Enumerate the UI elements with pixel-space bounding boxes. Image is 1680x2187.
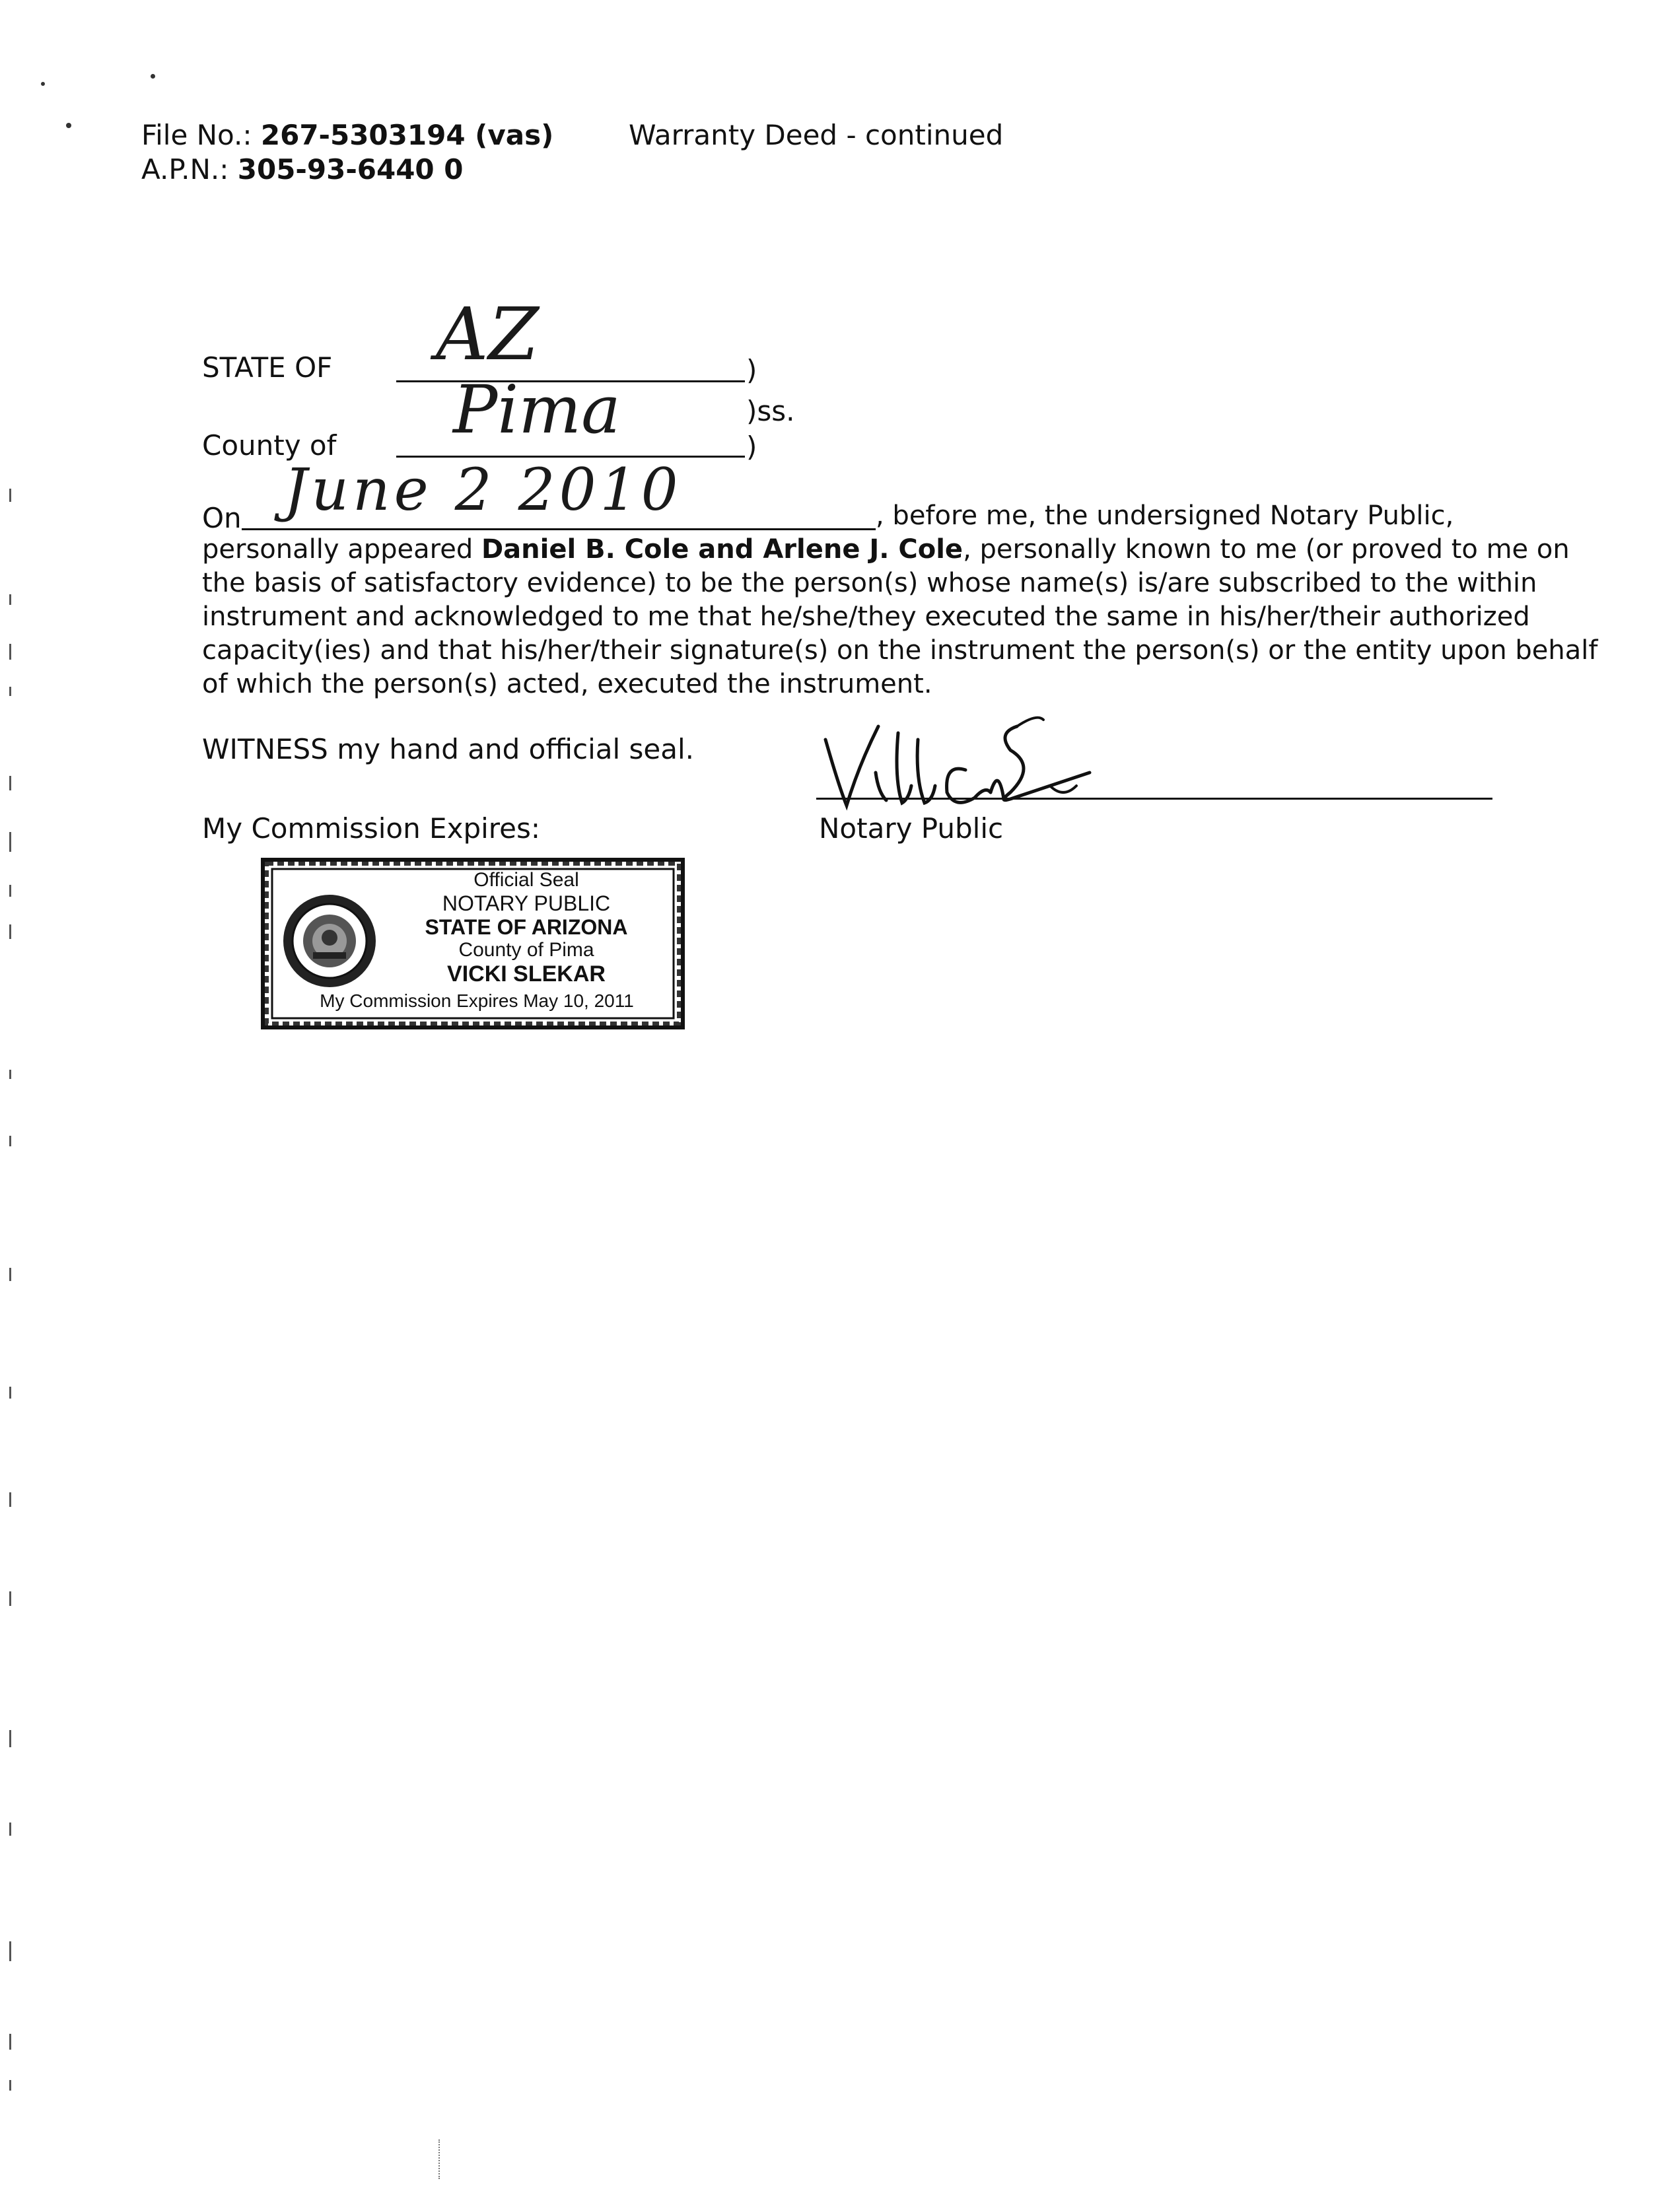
- witness-statement: WITNESS my hand and official seal.: [202, 733, 694, 765]
- scan-margin-mark: [9, 1492, 11, 1507]
- commission-expires-label: My Commission Expires:: [202, 812, 540, 845]
- state-label: STATE OF: [202, 351, 333, 384]
- appeared-text: personally appeared: [202, 534, 481, 565]
- date-handwritten-value: June 2 2010: [284, 456, 682, 524]
- stamp-commission-expires: My Commission Expires May 10, 2011: [320, 990, 634, 1011]
- scan-margin-mark: [9, 1268, 11, 1281]
- notary-public-label: Notary Public: [819, 812, 1004, 845]
- scan-margin-mark: [9, 644, 11, 660]
- acknowledgment-line-6: of which the person(s) acted, executed the instrument.: [202, 669, 932, 699]
- state-paren: ): [746, 354, 757, 386]
- arizona-state-seal: [280, 891, 379, 990]
- on-label: On: [202, 502, 242, 534]
- apn-value: 305-93-6440 0: [237, 153, 464, 186]
- stamp-notary-name: VICKI SLEKAR: [447, 961, 606, 987]
- scan-margin-mark: [9, 1941, 11, 1961]
- scan-margin-mark: [9, 1070, 11, 1079]
- acknowledgment-line-3: the basis of satisfactory evidence) to be the person(s) whose name(s) is/are subscribed to the within: [202, 568, 1537, 598]
- stamp-official-seal: Official Seal: [473, 869, 579, 891]
- state-handwritten-value: AZ: [436, 292, 539, 376]
- notary-signature-line: [816, 798, 1492, 800]
- scan-margin-mark: [9, 776, 11, 790]
- document-title: Warranty Deed - continued: [629, 119, 1004, 151]
- acknowledgment-line-1-text: , before me, the undersigned Notary Public,: [876, 501, 1454, 531]
- scan-margin-mark: [9, 1822, 11, 1836]
- ss-mark: )ss.: [746, 395, 795, 427]
- file-number-label: File No.:: [141, 119, 252, 151]
- scan-margin-mark: [9, 1387, 11, 1399]
- scan-margin-mark: [9, 832, 11, 852]
- scan-margin-mark: [9, 885, 11, 897]
- stamp-text-block: [371, 869, 682, 987]
- scan-margin-mark: [9, 924, 11, 939]
- scan-margin-mark: [9, 1136, 11, 1146]
- file-number-line: [141, 119, 553, 152]
- scan-bottom-mark: [438, 2139, 441, 2179]
- acknowledgment-line-1: [202, 499, 1615, 533]
- county-handwritten-value: Pima: [453, 371, 621, 448]
- scan-speck: [66, 123, 71, 128]
- acknowledgment-line-4: instrument and acknowledged to me that he/she/they executed the same in his/her/their authorized: [202, 602, 1530, 632]
- scan-margin-mark: [9, 687, 11, 696]
- acknowledgment-line-2: [202, 533, 1615, 567]
- known-text: , personally known to me (or proved to me on: [963, 534, 1570, 565]
- persons-names: Daniel B. Cole and Arlene J. Cole: [481, 534, 963, 565]
- apn-label: A.P.N.:: [141, 153, 229, 186]
- scan-margin-mark: [9, 1591, 11, 1606]
- scan-margin-mark: [9, 489, 11, 502]
- acknowledgment-paragraph: [202, 499, 1615, 701]
- scan-margin-mark: [9, 2080, 11, 2091]
- file-number-value: 267-5303194 (vas): [260, 119, 554, 151]
- scan-speck: [41, 82, 45, 86]
- stamp-state: STATE OF ARIZONA: [425, 915, 628, 939]
- county-paren: ): [746, 431, 757, 463]
- stamp-notary-public: NOTARY PUBLIC: [442, 891, 611, 915]
- stamp-county: County of Pima: [458, 939, 594, 961]
- scan-margin-mark: [9, 1730, 11, 1747]
- notary-stamp: [259, 856, 687, 1031]
- acknowledgment-line-5: capacity(ies) and that his/her/their signature(s) on the instrument the person(s) or the entity upon behalf: [202, 635, 1598, 666]
- scan-margin-mark: [9, 2034, 11, 2050]
- county-label: County of: [202, 429, 337, 462]
- scan-speck: [151, 74, 155, 79]
- notary-signature: [812, 687, 1116, 812]
- scan-margin-mark: [9, 594, 11, 605]
- apn-line: [141, 153, 464, 186]
